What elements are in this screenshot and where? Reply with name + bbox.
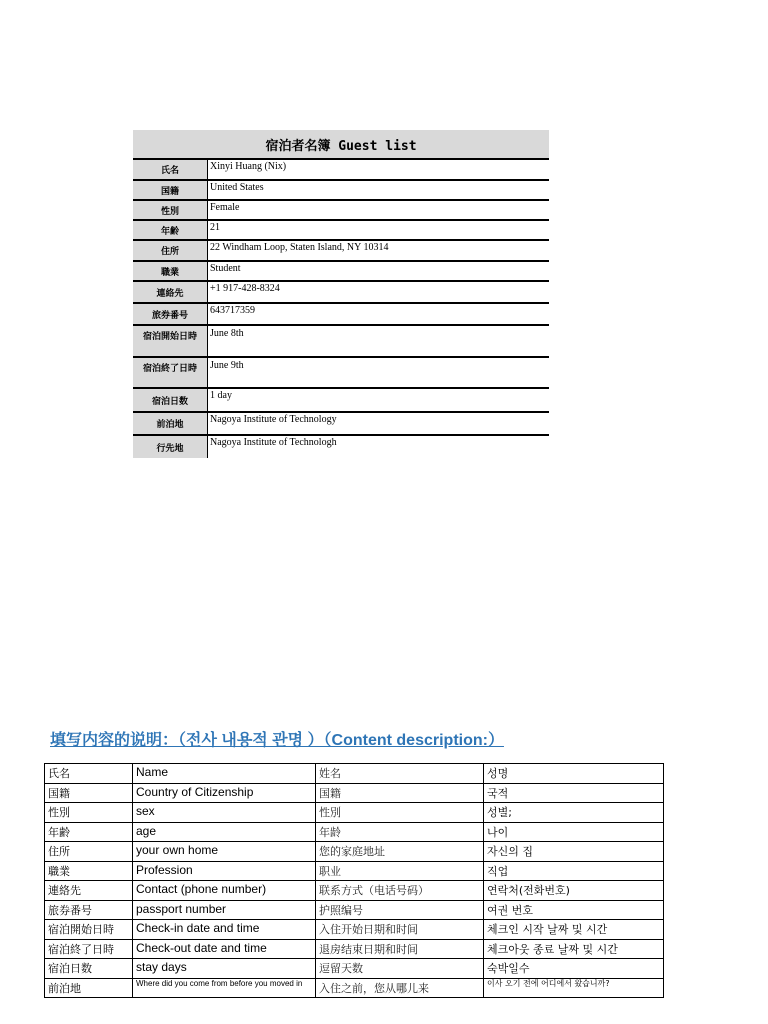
table-row bbox=[45, 900, 664, 920]
guest-value: United States bbox=[210, 182, 264, 193]
guest-label: 宿泊終了日時 bbox=[133, 358, 208, 387]
cell-japanese: 旅券番号 bbox=[45, 900, 133, 920]
table-row bbox=[45, 920, 664, 940]
cell-japanese: 宿泊開始日時 bbox=[45, 920, 133, 940]
guest-value: June 8th bbox=[210, 328, 244, 339]
cell-korean: 여권 번호 bbox=[484, 900, 664, 920]
guest-label: 年齢 bbox=[133, 221, 208, 239]
cell-korean: 연락처(전화번호) bbox=[484, 881, 664, 901]
guest-label: 行先地 bbox=[133, 436, 208, 458]
guest-row-name bbox=[133, 160, 549, 181]
cell-english: Where did you come from before you moved in bbox=[133, 978, 316, 998]
cell-japanese: 宿泊日数 bbox=[45, 959, 133, 979]
cell-korean: 성별; bbox=[484, 803, 664, 823]
table-row bbox=[45, 959, 664, 979]
guest-value: 1 day bbox=[210, 390, 232, 401]
guest-value: +1 917-428-8324 bbox=[210, 283, 280, 294]
cell-chinese: 联系方式（电话号码） bbox=[316, 881, 484, 901]
cell-japanese: 宿泊終了日時 bbox=[45, 939, 133, 959]
guest-value: 643717359 bbox=[210, 305, 255, 316]
description-heading: 填写内容的说明：（전사 내용적 관명 ）（Content description:） bbox=[50, 732, 504, 749]
description-table bbox=[44, 763, 664, 998]
table-row bbox=[45, 803, 664, 823]
guest-list-table bbox=[133, 130, 549, 458]
cell-japanese: 性別 bbox=[45, 803, 133, 823]
table-row bbox=[45, 978, 664, 998]
guest-label: 宿泊日数 bbox=[133, 389, 208, 411]
cell-english: stay days bbox=[133, 959, 316, 979]
guest-label: 連絡先 bbox=[133, 282, 208, 302]
guest-label: 性別 bbox=[133, 201, 208, 219]
cell-english: Check-in date and time bbox=[133, 920, 316, 940]
table-row bbox=[45, 783, 664, 803]
guest-value: Nagoya Institute of Technology bbox=[210, 414, 337, 425]
table-row bbox=[45, 861, 664, 881]
guest-row-destination bbox=[133, 436, 549, 458]
cell-japanese: 国籍 bbox=[45, 783, 133, 803]
cell-chinese: 入住之前，您从哪儿来 bbox=[316, 978, 484, 998]
guest-value: Student bbox=[210, 263, 241, 274]
cell-chinese: 性別 bbox=[316, 803, 484, 823]
cell-chinese: 国籍 bbox=[316, 783, 484, 803]
guest-row-contact bbox=[133, 282, 549, 304]
cell-chinese: 职业 bbox=[316, 861, 484, 881]
cell-chinese: 年龄 bbox=[316, 822, 484, 842]
guest-row-checkout bbox=[133, 358, 549, 389]
cell-english: age bbox=[133, 822, 316, 842]
cell-chinese: 入住开始日期和时间 bbox=[316, 920, 484, 940]
guest-value: June 9th bbox=[210, 360, 244, 371]
guest-row-stay-days bbox=[133, 389, 549, 413]
cell-english: Name bbox=[133, 764, 316, 784]
cell-japanese: 氏名 bbox=[45, 764, 133, 784]
guest-row-checkin bbox=[133, 326, 549, 358]
table-row bbox=[45, 764, 664, 784]
guest-label: 前泊地 bbox=[133, 413, 208, 434]
table-row bbox=[45, 842, 664, 862]
guest-label: 職業 bbox=[133, 262, 208, 280]
table-row bbox=[45, 939, 664, 959]
cell-english: Contact (phone number) bbox=[133, 881, 316, 901]
guest-label: 旅券番号 bbox=[133, 304, 208, 324]
cell-korean: 나이 bbox=[484, 822, 664, 842]
guest-row-sex bbox=[133, 201, 549, 221]
guest-row-nationality bbox=[133, 181, 549, 201]
cell-korean: 이사 오기 전에 어디에서 왔습니까? bbox=[484, 978, 664, 998]
cell-korean: 숙박일수 bbox=[484, 959, 664, 979]
guest-row-occupation bbox=[133, 262, 549, 282]
cell-korean: 국적 bbox=[484, 783, 664, 803]
cell-english: Profession bbox=[133, 861, 316, 881]
cell-japanese: 年齢 bbox=[45, 822, 133, 842]
cell-korean: 성명 bbox=[484, 764, 664, 784]
cell-korean: 직업 bbox=[484, 861, 664, 881]
guest-label: 氏名 bbox=[133, 160, 208, 179]
cell-english: sex bbox=[133, 803, 316, 823]
cell-english: Country of Citizenship bbox=[133, 783, 316, 803]
cell-chinese: 逗留天数 bbox=[316, 959, 484, 979]
cell-chinese: 您的家庭地址 bbox=[316, 842, 484, 862]
cell-japanese: 連絡先 bbox=[45, 881, 133, 901]
cell-english: your own home bbox=[133, 842, 316, 862]
guest-row-address bbox=[133, 241, 549, 262]
guest-row-previous-stay bbox=[133, 413, 549, 436]
table-row bbox=[45, 881, 664, 901]
cell-english: passport number bbox=[133, 900, 316, 920]
table-row bbox=[45, 822, 664, 842]
cell-chinese: 退房结束日期和时间 bbox=[316, 939, 484, 959]
guest-label: 住所 bbox=[133, 241, 208, 260]
cell-korean: 체크아웃 종료 날짜 및 시간 bbox=[484, 939, 664, 959]
guest-list-title: 宿泊者名簿 Guest list bbox=[133, 130, 549, 160]
guest-value: 22 Windham Loop, Staten Island, NY 10314 bbox=[210, 242, 389, 253]
cell-chinese: 护照编号 bbox=[316, 900, 484, 920]
cell-chinese: 姓名 bbox=[316, 764, 484, 784]
guest-value: Nagoya Institute of Technologh bbox=[210, 437, 337, 448]
cell-japanese: 住所 bbox=[45, 842, 133, 862]
cell-japanese: 前泊地 bbox=[45, 978, 133, 998]
guest-row-age bbox=[133, 221, 549, 241]
guest-label: 国籍 bbox=[133, 181, 208, 199]
guest-value: 21 bbox=[210, 222, 220, 233]
cell-korean: 자신의 집 bbox=[484, 842, 664, 862]
cell-korean: 체크인 시작 날짜 및 시간 bbox=[484, 920, 664, 940]
guest-label: 宿泊開始日時 bbox=[133, 326, 208, 356]
guest-row-passport bbox=[133, 304, 549, 326]
cell-japanese: 職業 bbox=[45, 861, 133, 881]
guest-value: Xinyi Huang (Nix) bbox=[210, 161, 287, 172]
guest-value: Female bbox=[210, 202, 240, 213]
cell-english: Check-out date and time bbox=[133, 939, 316, 959]
